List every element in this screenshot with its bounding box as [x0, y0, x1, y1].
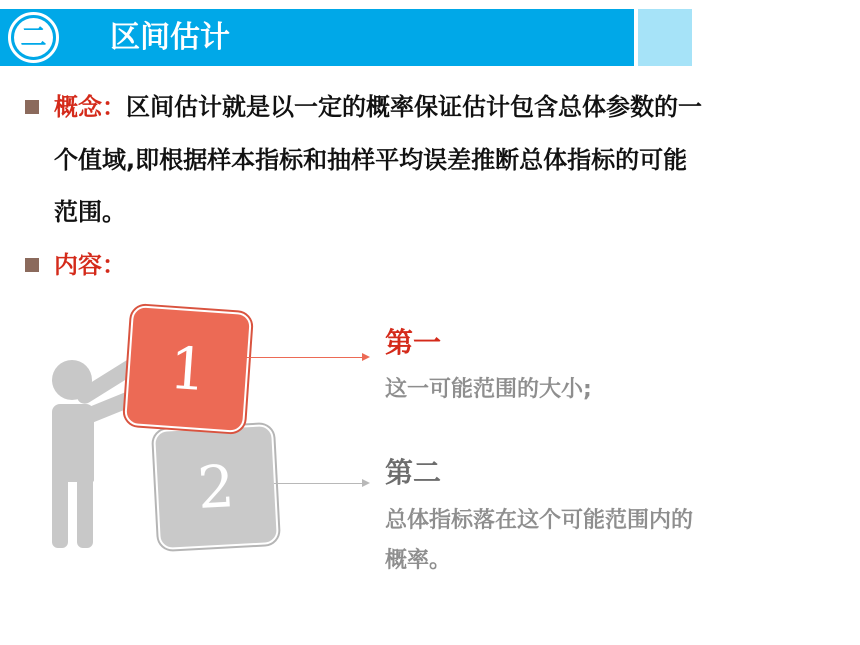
concept-line-2: 个值域,即根据样本指标和抽样平均误差推断总体指标的可能	[54, 146, 688, 174]
concept-line-3: 范围。	[54, 198, 126, 226]
item-2-desc-line-2: 概率。	[385, 548, 452, 573]
number-box-2	[153, 424, 279, 550]
bullet-square-icon	[25, 258, 39, 272]
concept-label: 概念：	[54, 93, 126, 121]
arrow-right-icon	[362, 479, 370, 487]
concept-text-1: 区间估计就是以一定的概率保证估计包含总体参数的一	[126, 93, 702, 121]
content-label: 内容：	[54, 251, 126, 279]
item-1-desc: 这一可能范围的大小;	[385, 377, 592, 402]
item-2-desc-line-1: 总体指标落在这个可能范围内的	[385, 508, 694, 533]
box-number-1: 1	[167, 333, 209, 405]
number-box-1	[124, 305, 252, 433]
slide-title: 区间估计	[110, 20, 230, 55]
figure-leg-left	[52, 478, 68, 548]
header-accent-block	[638, 9, 692, 66]
arrow-right-icon	[362, 353, 370, 361]
item-2-title: 第二	[385, 456, 442, 489]
box-number-2: 2	[195, 452, 237, 522]
section-number-text: 二	[14, 18, 53, 57]
concept-line-1	[54, 92, 702, 122]
item-1-title: 第一	[385, 326, 442, 359]
section-number-badge	[8, 12, 59, 63]
figure-leg-right	[77, 478, 93, 548]
arrow-line-2	[274, 483, 362, 484]
header-bar	[0, 9, 634, 66]
arrow-line-1	[246, 357, 362, 358]
bullet-square-icon	[25, 100, 39, 114]
